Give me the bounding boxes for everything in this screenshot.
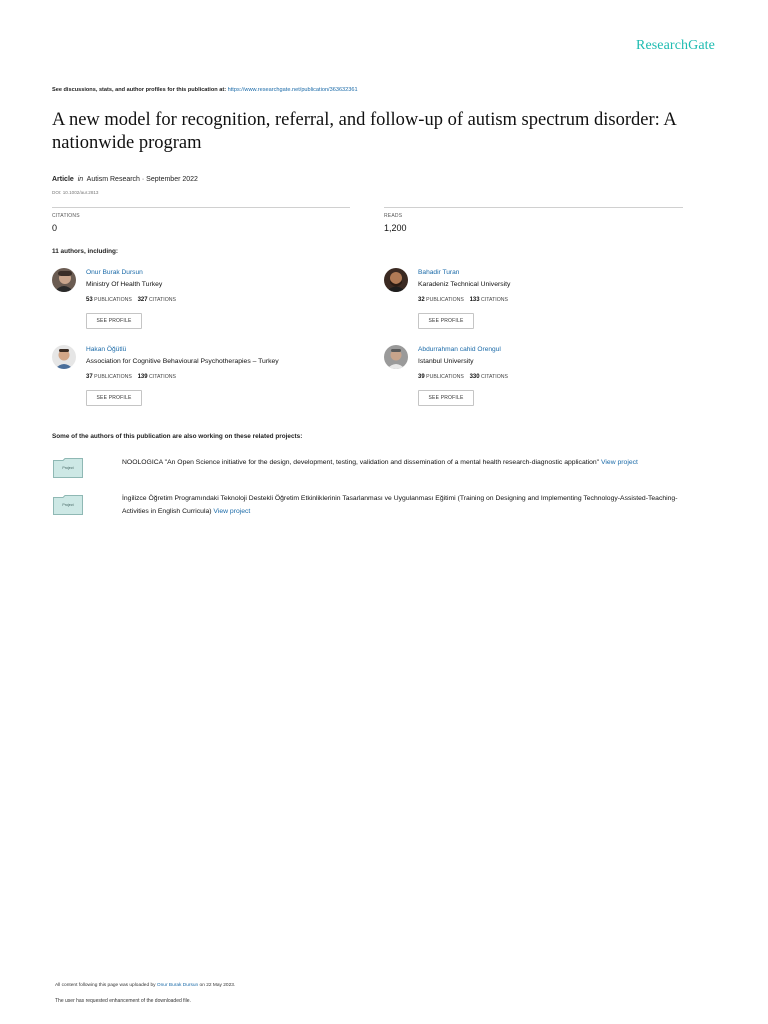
upload-prefix: All content following this page was uploaded by [55,983,157,988]
divider-left [52,207,350,208]
project-thumb-label: Project [62,503,74,507]
upload-suffix: on 22 May 2023. [198,983,236,988]
enhancement-note: The user has requested enhancement of the downloaded file. [55,998,191,1004]
author-citations-count: 133 [469,297,480,303]
projects-heading: Some of the authors of this publication are also working on these related projects: [52,433,303,440]
avatar[interactable] [384,345,408,369]
author-card [52,345,352,407]
view-project-link[interactable]: View project [601,459,638,466]
author-name[interactable]: Hakan Öğütlü [86,346,127,353]
upload-note [55,983,235,988]
publication-journal-date: Autism Research · September 2022 [86,176,198,183]
project-thumbnail[interactable] [53,458,83,478]
authors-heading: 11 authors, including: [52,248,119,255]
uploader-link[interactable]: Onur Burak Dursun [156,983,199,988]
divider-right [384,207,683,208]
see-profile-button[interactable]: SEE PROFILE [418,313,474,329]
author-stats [418,297,508,303]
publication-meta [52,176,198,183]
publication-doi: DOI: 10.1002/aur.2813 [52,190,99,195]
view-project-link[interactable]: View project [213,508,251,515]
discussions-prefix: See discussions, stats, and author profiles for this publication at: [52,87,228,93]
discussions-line [52,87,358,93]
researchgate-logo[interactable]: ResearchGate [636,38,715,53]
author-publications-count: 53 [86,297,93,303]
project-item [122,456,722,469]
see-profile-button[interactable]: SEE PROFILE [86,390,142,406]
author-institution: Istanbul University [418,358,474,365]
author-stats [86,297,176,303]
see-profile-button[interactable]: SEE PROFILE [86,313,142,329]
citations-label: CITATIONS [149,297,176,303]
citations-label: CITATIONS [149,374,176,380]
author-publications-count: 37 [86,374,93,380]
author-name[interactable]: Bahadir Turan [418,269,460,276]
project-description: NOOLOGICA "An Open Science initiative for the design, development, testing, validation and dissemination of a mental health research-diagnostic application" [122,459,601,466]
project-description: İngilizce Öğretim Programındaki Teknoloji Destekli Öğretim Etkinliklerinin Tasarlanması ve Uygulanması Eğitimi (Training on Designing and Implementing Technology-Assisted-Teaching- Activities in English Curricula) [122,495,678,515]
project-thumb-label: Project [62,466,74,470]
author-name[interactable]: Abdurrahman cahid Orengul [418,346,501,353]
author-card [52,268,352,330]
author-card [384,345,684,407]
author-name[interactable]: Onur Burak Dursun [86,269,143,276]
project-item [122,492,702,518]
citations-label: CITATIONS [481,374,508,380]
author-institution: Association for Cognitive Behavioural Psychotherapies – Turkey [86,358,279,365]
author-citations-count: 327 [137,297,148,303]
avatar[interactable] [384,268,408,292]
author-citations-count: 330 [469,374,480,380]
publications-label: PUBLICATIONS [426,374,464,380]
publication-title: A new model for recognition, referral, and follow-up of autism spectrum disorder: A nationwide program [52,110,676,153]
reads-label: READS [384,213,403,219]
reads-value: 1,200 [384,223,407,233]
author-publications-count: 39 [418,374,425,380]
see-profile-button[interactable]: SEE PROFILE [418,390,474,406]
publication-in-word: in [77,176,84,183]
author-institution: Karadeniz Technical University [418,281,511,288]
author-citations-count: 139 [137,374,148,380]
avatar[interactable] [52,345,76,369]
author-stats [86,374,176,380]
citations-value: 0 [52,223,58,233]
author-institution: Ministry Of Health Turkey [86,281,163,288]
publications-label: PUBLICATIONS [94,297,132,303]
author-stats [418,374,508,380]
author-publications-count: 32 [418,297,425,303]
publication-type: Article [52,176,74,183]
citations-label: CITATIONS [481,297,508,303]
publications-label: PUBLICATIONS [94,374,132,380]
project-thumbnail[interactable] [53,495,83,515]
avatar[interactable] [52,268,76,292]
author-card [384,268,684,330]
publication-url-link[interactable]: https://www.researchgate.net/publication/363632361 [227,87,358,93]
citations-label: CITATIONS [52,213,80,219]
publications-label: PUBLICATIONS [426,297,464,303]
